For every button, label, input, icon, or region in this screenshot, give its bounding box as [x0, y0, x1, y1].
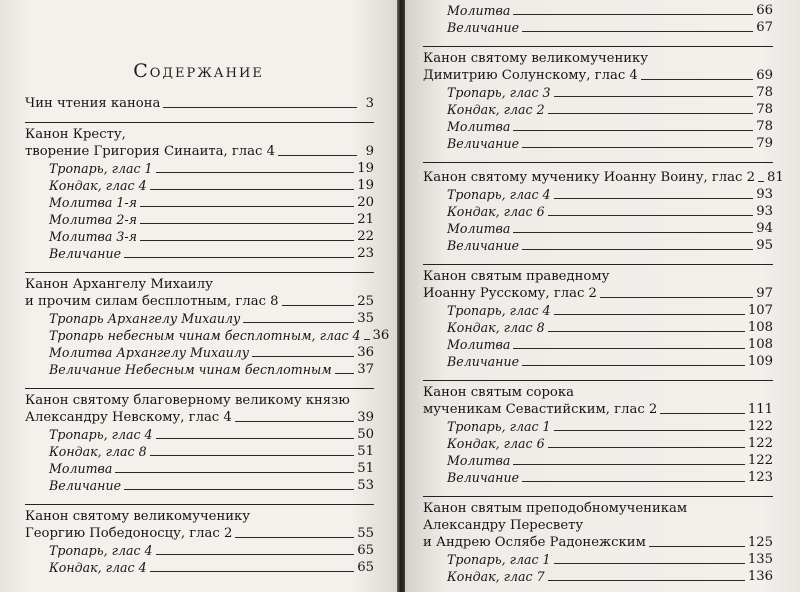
toc-heading: Канон святому благоверному великому князю [25, 388, 374, 409]
toc-item-title: Молитва [447, 337, 511, 352]
toc-item-title: Молитва [447, 221, 511, 236]
leader-line [156, 554, 355, 555]
entry-gap [25, 112, 374, 122]
toc-item-title: Молитва [447, 453, 511, 468]
toc-item-title: Кондак, глас 8 [447, 320, 545, 335]
page-number: 21 [357, 212, 374, 227]
page-number: 36 [372, 328, 390, 343]
toc-subitem[interactable] [25, 542, 374, 559]
toc-subitem[interactable] [423, 353, 773, 370]
toc-subitem[interactable] [423, 418, 773, 435]
page-number: 93 [756, 187, 773, 202]
leader-line [163, 107, 357, 108]
toc-item-title: Кондак, глас 6 [447, 204, 545, 219]
page-number: 37 [357, 362, 374, 377]
toc-item[interactable] [423, 401, 773, 418]
page-number: 53 [357, 478, 374, 493]
page-number: 122 [747, 453, 773, 468]
leader-line [124, 257, 354, 258]
toc-item-title: Тропарь Архангелу Михаилу [49, 311, 241, 326]
leader-line [522, 147, 753, 148]
leader-line [252, 356, 354, 357]
toc-entry [423, 496, 773, 585]
toc-item-title: Величание [49, 246, 122, 261]
page-number: 19 [357, 161, 374, 176]
leader-line [641, 79, 753, 80]
toc-item-title: Величание [447, 20, 520, 35]
toc-item-title: Иоанну Русскому, глас 2 [423, 286, 597, 301]
leader-line [513, 14, 753, 15]
leader-line [554, 198, 754, 199]
toc-subitem[interactable] [25, 460, 374, 477]
toc-item-title: Кондак, глас 7 [447, 569, 545, 584]
page-number: 79 [756, 136, 773, 151]
toc-item[interactable] [423, 534, 773, 551]
page-number: 39 [357, 410, 374, 425]
toc-entry [423, 380, 773, 486]
leader-line [660, 413, 745, 414]
right-page [405, 0, 800, 592]
leader-line [554, 96, 754, 97]
leader-line [140, 206, 354, 207]
page-number: 135 [747, 552, 773, 567]
toc-subitem[interactable] [25, 477, 374, 494]
toc-item-title: Величание [447, 238, 520, 253]
toc-item-title: Тропарь, глас 1 [447, 552, 551, 567]
toc-subitem[interactable] [423, 2, 773, 19]
page-number: 20 [357, 195, 374, 210]
page-number: 50 [357, 427, 374, 442]
leader-line [513, 464, 744, 465]
toc-entry [25, 272, 390, 378]
toc-entry [423, 2, 773, 36]
toc-heading: Канон святому великомученику [25, 504, 374, 525]
toc-subitem[interactable] [25, 361, 374, 378]
leader-line [364, 339, 370, 340]
toc-item-title: и Андрею Ослябе Радонежским [423, 535, 646, 550]
page-number: 108 [747, 320, 773, 335]
leader-line [124, 489, 354, 490]
page-number: 108 [747, 337, 773, 352]
toc-item-title: Кондак, глас 2 [447, 102, 545, 117]
page-number: 95 [756, 238, 773, 253]
page-number: 66 [756, 3, 773, 18]
leader-line [156, 172, 355, 173]
toc-entry [25, 122, 374, 262]
toc-item-title: Тропарь, глас 4 [447, 187, 551, 202]
toc-item-title: и прочим силам бесплотным, глас 8 [25, 294, 279, 309]
page-number: 123 [747, 470, 773, 485]
toc-item-title: Кондак, глас 8 [49, 444, 147, 459]
toc-item-title: Молитва 2-я [49, 212, 137, 227]
toc-heading: Канон Архангелу Михаилу [25, 272, 374, 293]
page-number: 78 [756, 119, 773, 134]
toc-subitem[interactable] [423, 469, 773, 486]
page-number: 19 [357, 178, 374, 193]
toc-entry [423, 46, 773, 152]
entry-gap [423, 370, 773, 380]
leader-line [278, 155, 357, 156]
toc-subitem[interactable] [423, 435, 773, 452]
toc-item[interactable] [423, 162, 784, 186]
page-number: 51 [357, 444, 374, 459]
toc-list-right [423, 2, 784, 585]
toc-item-title: Тропарь небесным чинам бесплотным, глас 4 [49, 328, 361, 343]
toc-subitem[interactable] [423, 336, 773, 353]
toc-item-title: Тропарь, глас 4 [49, 543, 153, 558]
toc-subitem[interactable] [25, 194, 374, 211]
toc-subitem[interactable] [25, 160, 374, 177]
leader-line [115, 472, 354, 473]
page-number: 78 [756, 102, 773, 117]
leader-line [513, 130, 753, 131]
toc-subitem[interactable] [423, 302, 773, 319]
leader-line [522, 249, 753, 250]
toc-item-title: Канон святому мученику Иоанну Воину, глас 2 [423, 170, 755, 185]
toc-item-title: Молитва [447, 3, 511, 18]
toc-subitem[interactable] [423, 118, 773, 135]
toc-entry [25, 95, 374, 112]
toc-entry [25, 388, 374, 494]
toc-subitem[interactable] [25, 559, 374, 576]
page-number: 109 [747, 354, 773, 369]
leader-line [548, 580, 745, 581]
leader-line [513, 232, 753, 233]
page-number: 78 [756, 85, 773, 100]
toc-subitem[interactable] [423, 220, 773, 237]
page-number: 136 [747, 569, 773, 584]
page-number: 3 [365, 96, 374, 111]
page-title: Содержание [133, 60, 264, 82]
toc-item-title: Величание [447, 136, 520, 151]
toc-subitem[interactable] [423, 568, 773, 585]
toc-item-title: Тропарь, глас 1 [447, 419, 551, 434]
toc-item[interactable] [25, 293, 374, 310]
page-number: 65 [357, 560, 374, 575]
toc-entry [25, 504, 374, 576]
entry-gap [25, 494, 374, 504]
entry-gap [423, 152, 773, 162]
toc-heading: Канон святому великомученику [423, 46, 773, 67]
entry-gap [423, 36, 773, 46]
leader-line [150, 455, 355, 456]
toc-subitem[interactable] [25, 310, 374, 327]
toc-subitem[interactable] [25, 344, 374, 361]
toc-item-title: Величание [447, 470, 520, 485]
page-number: 122 [747, 436, 773, 451]
toc-subitem[interactable] [423, 203, 773, 220]
toc-subitem[interactable] [423, 186, 773, 203]
toc-item-title: Молитва Архангелу Михаилу [49, 345, 250, 360]
leader-line [548, 113, 754, 114]
leader-line [554, 430, 745, 431]
page-number: 9 [365, 144, 374, 159]
leader-line [548, 447, 745, 448]
page-number: 51 [357, 461, 374, 476]
toc-item-title: Тропарь, глас 4 [49, 427, 153, 442]
toc-entry [423, 162, 784, 254]
toc-item-title: Молитва 3-я [49, 229, 137, 244]
page-number: 125 [747, 535, 773, 550]
toc-item-title: Молитва 1-я [49, 195, 137, 210]
toc-heading: Канон святым праведному [423, 264, 773, 285]
leader-line [554, 314, 745, 315]
page-number: 67 [756, 20, 773, 35]
page-number: 22 [357, 229, 374, 244]
leader-line [150, 571, 355, 572]
leader-line [522, 31, 753, 32]
toc-subitem[interactable] [423, 452, 773, 469]
toc-item-title: Величание [447, 354, 520, 369]
entry-gap [25, 378, 374, 388]
page-number: 122 [747, 419, 773, 434]
leader-line [649, 546, 745, 547]
toc-subitem[interactable] [423, 237, 773, 254]
toc-item-title: Величание [49, 478, 122, 493]
entry-gap [423, 486, 773, 496]
page-number: 23 [357, 246, 374, 261]
toc-subitem[interactable] [423, 319, 773, 336]
leader-line [235, 421, 354, 422]
toc-heading: Канон святым преподобномученикам [423, 496, 773, 517]
page-number: 107 [747, 303, 773, 318]
page-number: 36 [357, 345, 374, 360]
toc-item-title: Димитрию Солунскому, глас 4 [423, 68, 638, 83]
toc-entry [423, 264, 773, 370]
toc-item-title: Величание Небесным чинам бесплотным [49, 362, 332, 377]
toc-subitem[interactable] [423, 135, 773, 152]
toc-subitem[interactable] [25, 177, 374, 194]
entry-gap [423, 254, 773, 264]
page-number: 35 [357, 311, 374, 326]
leader-line [548, 215, 754, 216]
page-number: 25 [357, 294, 374, 309]
toc-item-title: Тропарь, глас 1 [49, 161, 153, 176]
toc-subitem[interactable] [423, 551, 773, 568]
toc-item-title: Кондак, глас 4 [49, 560, 147, 575]
toc-item[interactable] [25, 143, 374, 160]
page-number: 69 [756, 68, 773, 83]
toc-item-title: Александру Невскому, глас 4 [25, 410, 232, 425]
toc-item-title: мученикам Севастийским, глас 2 [423, 402, 658, 417]
page-number: 111 [747, 402, 773, 417]
leader-line [156, 438, 355, 439]
toc-subitem[interactable] [25, 228, 374, 245]
leader-line [140, 223, 354, 224]
toc-heading: Канон Кресту, [25, 122, 374, 143]
toc-item-title: Кондак, глас 4 [49, 178, 147, 193]
left-page [0, 0, 397, 592]
leader-line [600, 297, 753, 298]
leader-line [522, 365, 745, 366]
toc-item-title: Чин чтения канона [25, 96, 161, 111]
leader-line [140, 240, 354, 241]
toc-subitem[interactable] [25, 327, 390, 344]
toc-item[interactable] [423, 285, 773, 302]
leader-line [243, 322, 354, 323]
toc-item-title: Молитва [447, 119, 511, 134]
leader-line [150, 189, 355, 190]
leader-line [235, 537, 354, 538]
leader-line [548, 331, 745, 332]
page-number: 93 [756, 204, 773, 219]
toc-subitem[interactable] [423, 101, 773, 118]
toc-item[interactable] [25, 409, 374, 426]
toc-item[interactable] [423, 67, 773, 84]
toc-subitem[interactable] [25, 211, 374, 228]
page-number: 55 [357, 526, 374, 541]
toc-heading: Александру Пересвету [423, 518, 584, 533]
toc-item-title: Тропарь, глас 4 [447, 303, 551, 318]
toc-subitem[interactable] [25, 443, 374, 460]
toc-item-title: Георгию Победоносцу, глас 2 [25, 526, 233, 541]
toc-item[interactable] [25, 525, 374, 542]
leader-line [335, 373, 355, 374]
toc-subitem[interactable] [423, 84, 773, 101]
toc-subitem[interactable] [25, 245, 374, 262]
leader-line [513, 348, 744, 349]
page-number: 94 [756, 221, 773, 236]
toc-item-title: Тропарь, глас 3 [447, 85, 551, 100]
toc-heading: Канон святым сорока [423, 380, 773, 401]
leader-line [554, 563, 745, 564]
toc-item-title: Кондак, глас 6 [447, 436, 545, 451]
toc-subitem[interactable] [423, 19, 773, 36]
toc-item-title: творение Григория Синаита, глас 4 [25, 144, 276, 159]
page-number: 97 [756, 286, 773, 301]
page-number: 81 [766, 170, 784, 185]
leader-line [758, 181, 764, 182]
toc-item-title: Молитва [49, 461, 113, 476]
book-gutter [397, 0, 405, 592]
leader-line [282, 305, 355, 306]
leader-line [522, 481, 745, 482]
toc-list-left [25, 95, 390, 576]
toc-item[interactable] [25, 95, 374, 112]
entry-gap [25, 262, 374, 272]
page-number: 65 [357, 543, 374, 558]
toc-subitem[interactable] [25, 426, 374, 443]
